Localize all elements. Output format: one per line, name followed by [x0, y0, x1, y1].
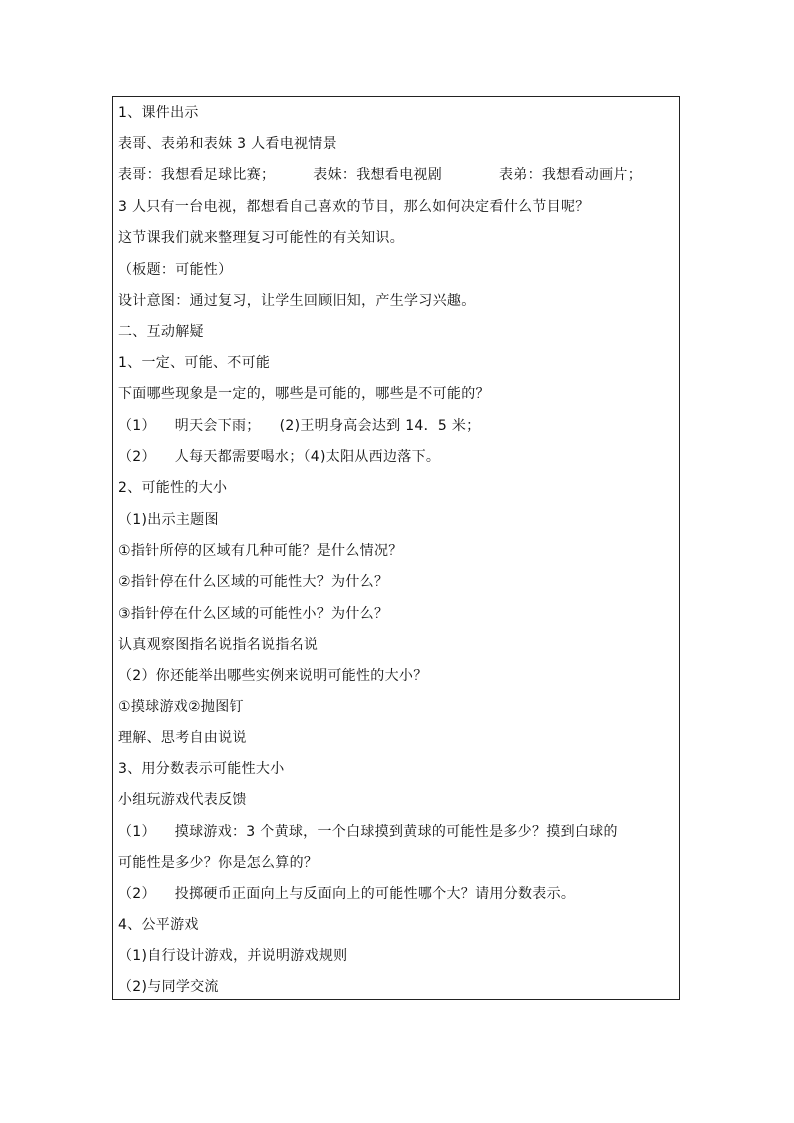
text-line: 这节课我们就来整理复习可能性的有关知识。	[118, 230, 404, 246]
text-line: （2） 人每天都需要喝水；（4)太阳从西边落下。	[118, 449, 441, 465]
text-line: 3、用分数表示可能性大小	[118, 761, 285, 777]
text-line: ①指针所停的区域有几种可能？是什么情况？	[118, 543, 403, 559]
text-line: （2）你还能举出哪些实例来说明可能性的大小？	[118, 668, 428, 684]
text-line: （1)出示主题图	[118, 512, 219, 528]
text-line: 1、课件出示	[118, 105, 199, 121]
text-line: 2、可能性的大小	[118, 480, 228, 496]
section-heading: 二、互动解疑	[118, 324, 204, 340]
text-line: （1)自行设计游戏，并说明游戏规则	[118, 948, 348, 964]
text-line: 3 人只有一台电视，都想看自己喜欢的节目，那么如何决定看什么节目呢？	[118, 199, 590, 215]
text-line: （1） 明天会下雨； (2)王明身高会达到 14．5 米；	[118, 418, 481, 434]
text-line: ③指针停在什么区域的可能性小？为什么？	[118, 606, 389, 622]
text-line: 4、公平游戏	[118, 917, 199, 933]
text-line: 下面哪些现象是一定的，哪些是可能的，哪些是不可能的？	[118, 386, 490, 402]
text-line: ②指针停在什么区域的可能性大？为什么？	[118, 574, 389, 590]
text-line: 小组玩游戏代表反馈	[118, 792, 247, 808]
text-line: （2） 投掷硬币正面向上与反面向上的可能性哪个大？请用分数表示。	[118, 886, 576, 902]
text-line: （2)与同学交流	[118, 979, 219, 995]
text-line: 表哥、表弟和表妹 3 人看电视情景	[118, 136, 337, 152]
text-line: 理解、思考自由说说	[118, 730, 247, 746]
text-line: （板题：可能性）	[118, 262, 233, 278]
text-line: 认真观察图指名说指名说指名说	[118, 637, 319, 653]
text-line: （1） 摸球游戏：3 个黄球，一个白球摸到黄球的可能性是多少？摸到白球的	[118, 824, 618, 840]
text-line: ①摸球游戏②抛图钉	[118, 699, 244, 715]
text-line: 设计意图：通过复习，让学生回顾旧知，产生学习兴趣。	[118, 293, 476, 309]
text-line: 1、一定、可能、不可能	[118, 355, 271, 371]
text-line: 表哥：我想看足球比赛； 表妹：我想看电视剧 表弟：我想看动画片；	[118, 167, 643, 183]
text-line: 可能性是多少？你是怎么算的？	[118, 855, 319, 871]
